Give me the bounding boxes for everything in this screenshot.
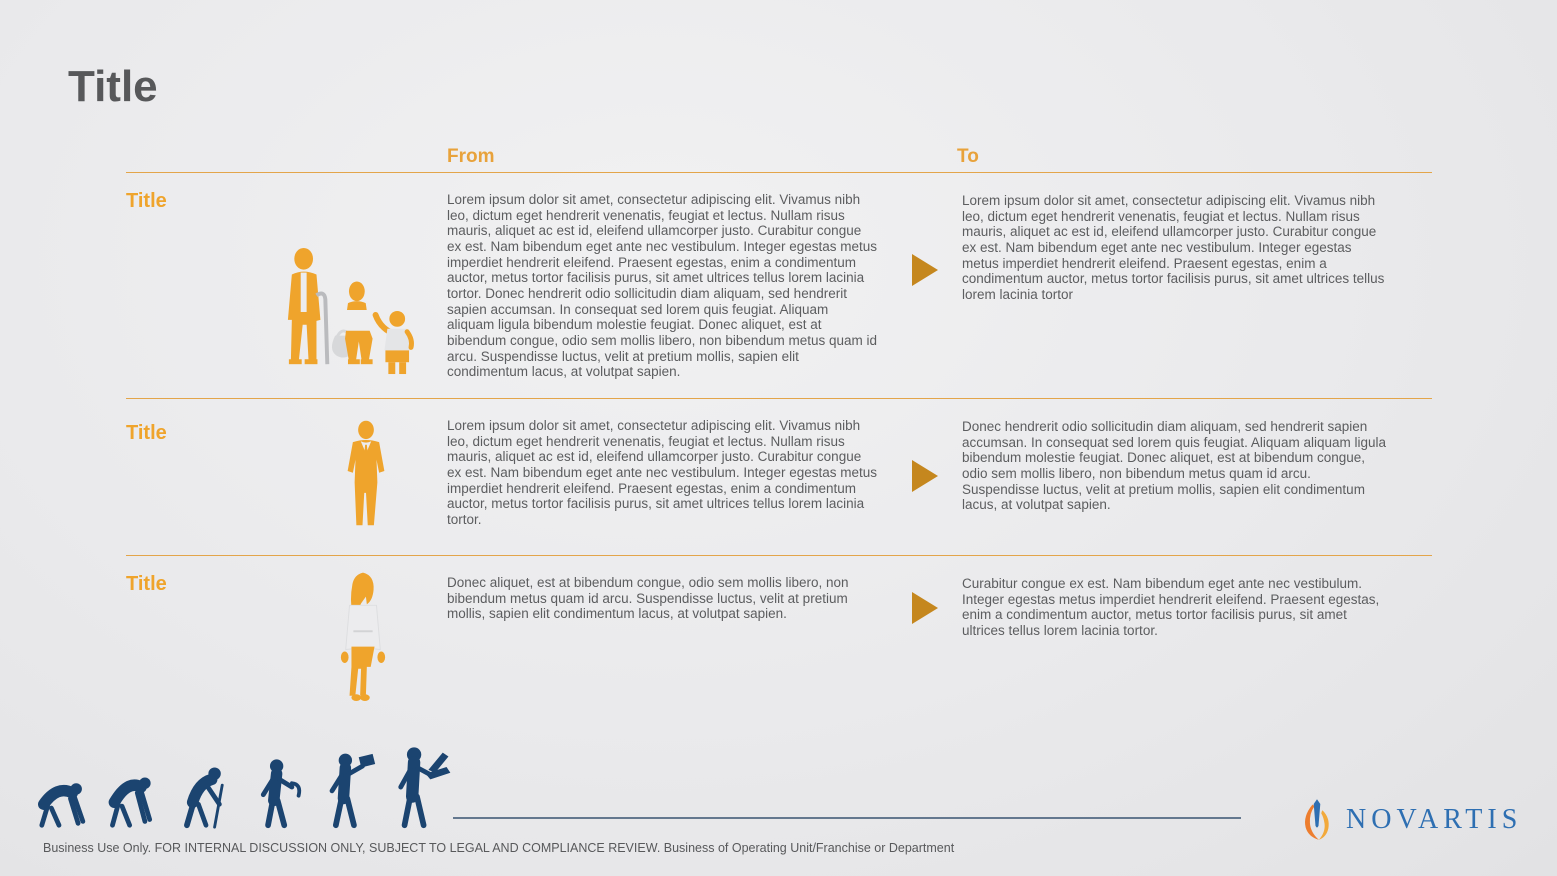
to-text: Curabitur congue ex est. Nam bibendum eget ante nec vestibulum. Integer egestas metus imperdiet hendrerit eleifend. Praesent egestas, enim a condimentum auctor, metus tortor facilisis purus, sit amet ultrices tellus lorem lacinia tortor. — [962, 576, 1380, 638]
page-title: Title — [68, 62, 158, 111]
clinician-icon — [338, 570, 388, 706]
comparison-row — [0, 172, 1557, 398]
novartis-flame-icon — [1300, 798, 1334, 842]
column-header-to: To — [957, 146, 979, 167]
footer-disclaimer: Business Use Only. FOR INTERNAL DISCUSSION ONLY, SUBJECT TO LEGAL AND COMPLIANCE REVIEW. Business of Operating Unit/Franchise or Department — [43, 841, 955, 855]
businessman-icon — [338, 414, 394, 535]
arrow-right-icon — [910, 590, 940, 626]
comparison-row — [0, 398, 1557, 555]
arrow-right-icon — [910, 252, 940, 288]
comparison-row — [0, 555, 1557, 715]
row-title: Title — [126, 422, 167, 444]
column-header-from: From — [447, 146, 495, 167]
arrow-right-icon — [910, 458, 940, 494]
from-text: Lorem ipsum dolor sit amet, consectetur adipiscing elit. Vivamus nibh leo, dictum eget hendrerit venenatis, feugiat et lectus. Nullam risus mauris, aliquet ac est id, eleifend ullamcorper justo. Curabitur congue ex est. Nam bibendum eget ante nec vestibulum. Integer egestas metus imperdiet hendrerit eleifend. Praesent egestas, enim a condimentum auctor, metus tortor facilisis purus, sit amet ultrices tellus lorem lacinia tortor. Donec hendrerit odio sollicitudin diam aliquam, sed hendrerit sapien accumsan. In consequat sed lorem quis feugiat. Aliquam aliquam ligula bibendum molestie feugiat. Donec aliquet, est at bibendum congue, odio sem mollis libero, non bibendum metus quam id arcu. Suspendisse luctus, velit at pretium mollis, sapien elit condimentum lacus, at volutpat sapien. — [447, 192, 877, 380]
evolution-icon — [38, 745, 458, 831]
row-title: Title — [126, 190, 167, 212]
to-text: Lorem ipsum dolor sit amet, consectetur adipiscing elit. Vivamus nibh leo, dictum eget hendrerit venenatis, feugiat et lectus. Nullam risus mauris, aliquet ac est id, eleifend ullamcorper justo. Curabitur congue ex est. Nam bibendum eget ante nec vestibulum. Integer egestas metus imperdiet hendrerit eleifend. Praesent egestas, enim a condimentum auctor, metus tortor facilisis purus, sit amet ultrices tellus lorem lacinia tortor — [962, 193, 1385, 302]
to-text: Donec hendrerit odio sollicitudin diam aliquam, sed hendrerit sapien accumsan. In consequat sed lorem quis feugiat. Aliquam aliquam ligula bibendum molestie feugiat. Donec aliquet, est at bibendum congue, odio sem mollis libero, non bibendum metus quam id arcu. Suspendisse luctus, velit at pretium mollis, sapien elit condimentum lacus, at volutpat sapien. — [962, 419, 1386, 513]
footer-rule — [453, 817, 1241, 819]
from-text: Donec aliquet, est at bibendum congue, odio sem mollis libero, non bibendum metus quam id arcu. Suspendisse luctus, velit at pretium mollis, sapien elit condimentum lacus, at volutpat sapien. — [447, 575, 849, 622]
family-icon — [272, 246, 422, 376]
brand-wordmark: NOVARTIS — [1346, 804, 1523, 835]
from-text: Lorem ipsum dolor sit amet, consectetur adipiscing elit. Vivamus nibh leo, dictum eget hendrerit venenatis, feugiat et lectus. Nullam risus mauris, aliquet ac est id, eleifend ullamcorper justo. Curabitur congue ex est. Nam bibendum eget ante nec vestibulum. Integer egestas metus imperdiet hendrerit eleifend. Praesent egestas, enim a condimentum auctor, metus tortor facilisis purus, sit amet ultrices tellus lorem lacinia tortor. — [447, 418, 877, 527]
row-title: Title — [126, 573, 167, 595]
brand-logo — [1300, 797, 1528, 843]
